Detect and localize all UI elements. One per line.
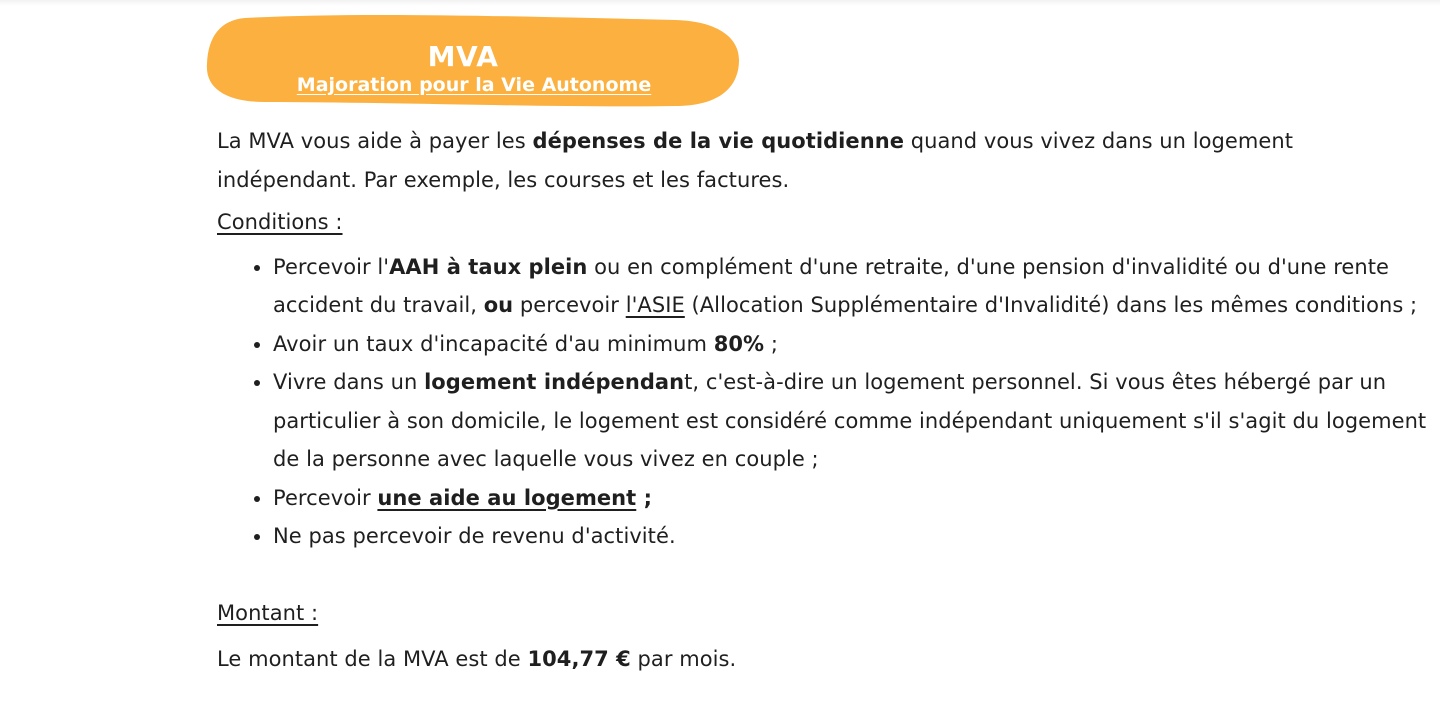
main-content [217,122,1427,679]
conditions-heading: Conditions : [217,210,343,234]
item-text: Vivre dans un [273,370,425,394]
conditions-list [217,248,1427,556]
item-bold: AAH à taux plein [389,254,588,279]
item-text: ; [764,331,779,356]
list-item [273,363,1427,479]
asie-link[interactable]: l'ASIE [625,293,685,317]
item-text: ou en complément d'une retraite, d'une pension d'invalidité ou d'une rente accident du travail, [273,254,1389,317]
item-text: Percevoir l' [273,254,390,279]
intro-text-1: La MVA vous aide à payer les [217,129,533,153]
montant-amount: 104,77 € [527,647,631,671]
item-text: Percevoir [273,485,378,510]
list-item [273,479,1427,518]
item-bold: 80% [713,331,765,356]
mva-badge [205,14,741,110]
montant-text-1: Le montant de la MVA est de [217,647,528,671]
intro-text-2: quand vous vivez dans un logement indépendant. Par exemple, les courses et les factures. [217,129,1293,192]
link-bold-text: une aide au logement [377,485,637,510]
top-shadow [0,0,1440,6]
item-bold: ou [483,293,514,317]
aide-logement-link[interactable] [377,486,636,510]
item-text: t, c'est-à-dire un logement personnel. Si vous êtes hébergé par un particulier à son domicile, le logement est considéré comme indépendant uniquement s'il s'agit du logement de la personne avec laquelle vous vivez en couple ; [273,370,1427,471]
spacer [217,556,1427,594]
badge-subtitle-link[interactable]: Majoration pour la Vie Autonome [296,74,652,96]
item-text: percevoir [513,293,626,317]
item-text: (Allocation Supplémentaire d'Invalidité) dans les mêmes conditions ; [684,293,1418,317]
list-item [273,325,1427,364]
list-item [273,248,1427,325]
montant-text-2: par mois. [630,647,737,671]
montant-heading: Montant : [217,600,319,625]
item-text: Ne pas percevoir de revenu d'activité. [273,524,676,548]
item-bold: ; [636,485,653,510]
list-item [273,517,1427,556]
item-text: Avoir un taux d'incapacité d'au minimum [273,331,714,356]
intro-bold: dépenses de la vie quotidienne [532,129,905,153]
montant-paragraph [217,640,1427,679]
intro-paragraph [217,122,1427,199]
item-bold: logement indépendan [424,370,685,394]
badge-title: MVA [427,40,499,73]
